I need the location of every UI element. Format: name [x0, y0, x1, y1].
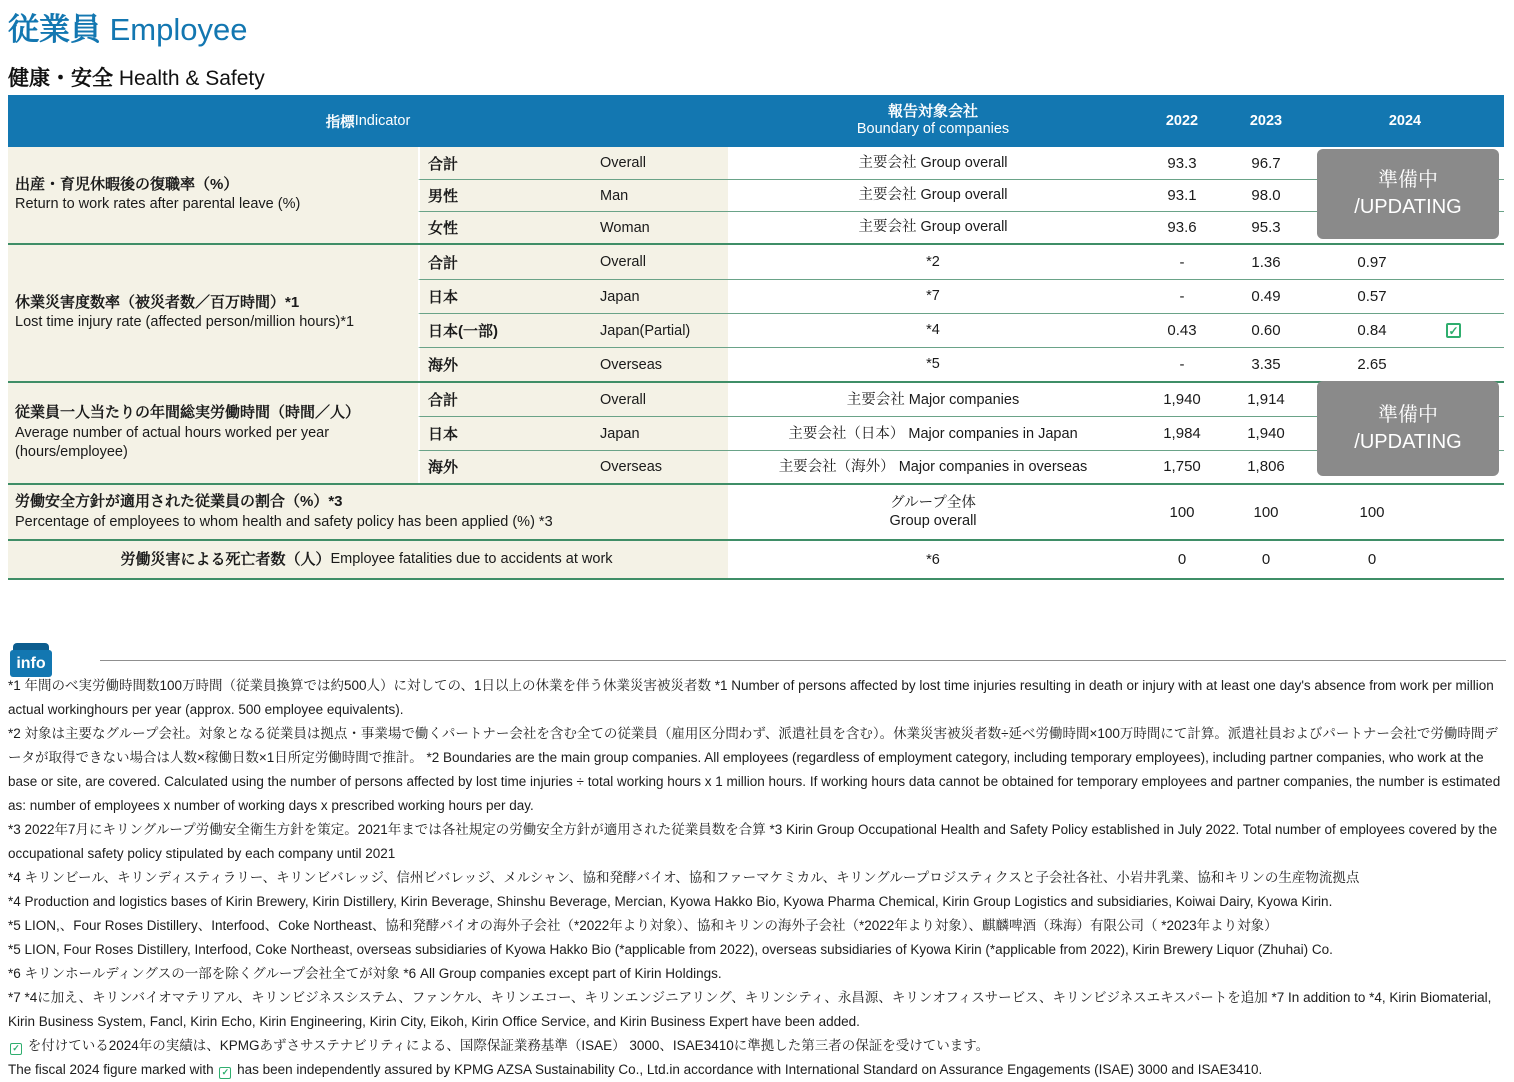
value-2023: 1.36 [1251, 253, 1281, 271]
value-2023: 1,914 [1247, 391, 1285, 409]
sub-label-en: Overall [600, 147, 728, 179]
sub-label-jp: 日本(一部) [418, 313, 600, 347]
footnote-assurance-jp: ✓ を付けている2024年の実績は、KPMGあずさサステナビリティによる、国際保証業務基準（ISAE） 3000、ISAE3410に準拠した第三者の保証を受けています。 [8, 1034, 1508, 1058]
info-icon-label: info [10, 650, 52, 677]
header-boundary-en: Boundary of companies [856, 121, 1010, 138]
value-2022: 1,984 [1138, 416, 1226, 449]
updating-label-en: /UPDATING [1354, 196, 1462, 218]
value-2024: 0.57 [1306, 279, 1438, 313]
header-indicator-en: Indicator [354, 113, 411, 129]
indicator-title-jp: 休業災害度数率（被災者数／百万時間）*1 [15, 294, 300, 312]
value-2023: 3.35 [1226, 347, 1306, 381]
value-2023: 0.49 [1226, 279, 1306, 313]
header-year-2023: 2023 [1249, 113, 1283, 129]
value-2023: 0.60 [1226, 313, 1306, 347]
sub-label-jp: 日本 [418, 416, 600, 449]
assurance-cell [1438, 313, 1504, 347]
boundary-cell: 主要会社（日本） Major companies in Japan [728, 416, 1138, 449]
indicator-title-jp: 労働災害による死亡者数（人） [120, 550, 331, 568]
boundary-cell: 主要会社 Group overall [728, 211, 1138, 243]
header-indicator [8, 95, 728, 147]
indicator-policy-coverage [8, 485, 728, 539]
footnote-2: *2 対象は主要なグループ会社。対象となる従業員は拠点・事業場で働くパートナー会社を含む全ての従業員（雇用区分問わず、派遣社員を含む）。休業災害被災者数÷延べ労働時間×100万時間にて計算。派遣社員およびパートナー会社で労働時間データが取得できない場合は人数×稼働日数×1日所定労働時間で推計。 *2 Boundaries are the main group companies. All employees (regardless of employment category, including temporary employees), including partner companies, who work at the base or site, are covered. Calculated using the number of persons affected by lost time injuries ÷ total working hours x 1 million hours. If working hours data cannot be obtained for temporary employees and partner companies, the number is estimated as: number of employees x number of working days x prescribed working hours per day. [8, 726, 1501, 813]
value-2024: 0 [1367, 551, 1377, 569]
value-2023: 1,806 [1226, 450, 1306, 483]
sub-label-en: Japan [600, 416, 728, 449]
assurance-cell [1438, 279, 1504, 313]
assurance-cell [1438, 541, 1504, 578]
indicator-hours-worked [8, 383, 418, 483]
sub-label-jp: 合計 [418, 383, 600, 416]
assurance-check-icon: ✓ [1446, 323, 1461, 338]
page-title-jp: 従業員 [8, 12, 101, 47]
table-header-row [8, 95, 1504, 147]
footnote-5-jp: *5 LION,、Four Roses Distillery、Interfood、Coke Northeast、協和発酵バイオの海外子会社（*2022年より対象）、協和キリンの海外子会社（*2022年より対象）、麒麟啤酒（珠海）有限公司（ *2023年より対象） [8, 918, 1278, 933]
sub-label-jp: 合計 [418, 245, 600, 279]
value-2022: 1,940 [1163, 391, 1201, 409]
boundary-cell: 主要会社（海外） Major companies in overseas [728, 450, 1138, 483]
boundary-cell: *5 [728, 347, 1138, 381]
page-title [8, 4, 247, 49]
header-indicator-jp: 指標 [325, 114, 355, 131]
sub-label-jp: 男性 [418, 179, 600, 211]
value-2023: 0 [1261, 551, 1271, 569]
value-2022: - [1138, 347, 1226, 381]
header-year-2024: 2024 [1388, 113, 1422, 129]
page-title-en: Employee [101, 12, 248, 47]
indicator-title-jp: 出産・育児休暇後の復職率（%） [15, 176, 239, 194]
boundary-cell: *2 [926, 253, 940, 270]
value-2022: 100 [1169, 503, 1195, 521]
indicator-fatalities [8, 541, 728, 578]
value-2022: - [1179, 253, 1185, 271]
boundary-cell: 主要会社 Group overall [728, 179, 1138, 211]
value-2022: 0.43 [1138, 313, 1226, 347]
block-lost-time-injury [8, 243, 1504, 381]
boundary-en: Group overall [889, 513, 977, 530]
footnote-4-en: *4 Production and logistics bases of Kirin Brewery, Kirin Distillery, Kirin Beverage, Shinshu Beverage, Mercian, Kyowa Hakko Bio, Kyowa Pharma Chemical, Kirin Group Logistics and subsidiaries, Koiwai Dairy, Kyowa Kirin. [8, 894, 1333, 909]
sub-label-jp: 合計 [418, 147, 600, 179]
footnote-7: *7 *4に加え、キリンバイオマテリアル、キリンビジネスシステム、ファンケル、キリンエコー、キリンエンジニアリング、キリンシティ、永昌源、キリンオフィスサービス、キリンビジネスエキスパートを追加 *7 In addition to *4, Kirin Biomaterial, Kirin Business System, Fancl, Kirin Echo, Kirin Engineering, Kirin City, Eikoh, Kirin Office Service, and Kirin Business Expert have been added. [8, 990, 1492, 1029]
section-title [8, 62, 265, 92]
value-2022: 93.6 [1138, 211, 1226, 243]
indicator-title-en: Lost time injury rate (affected person/million hours)*1 [15, 314, 355, 331]
assurance-cell [1438, 245, 1504, 279]
block-return-to-work [8, 147, 1504, 243]
boundary-cell: 主要会社 Group overall [858, 154, 1008, 171]
indicator-return-to-work [8, 147, 418, 243]
block-fatalities [8, 539, 1504, 578]
info-divider [100, 660, 1506, 661]
sub-label-en: Japan(Partial) [600, 313, 728, 347]
footnote-6: *6 キリンホールディングスの一部を除くグループ会社全てが対象 *6 All Group companies except part of Kirin Holdings. [8, 966, 722, 981]
boundary-jp: グループ全体 [890, 495, 976, 512]
indicator-title-jp: 労働安全方針が適用された従業員の割合（%）*3 [15, 493, 343, 511]
footnote-5-en: *5 LION, Four Roses Distillery, Interfood, Coke Northeast, overseas subsidiaries of Kyowa Hakko Bio (*applicable from 2022), overseas subsidiaries of Kyowa Kirin (*applicable from 2022), Kirin Brewery Liquor (Zhuhai) Co. [8, 942, 1333, 957]
sub-label-jp: 日本 [418, 279, 600, 313]
boundary-cell: *4 [728, 313, 1138, 347]
value-2022: - [1138, 279, 1226, 313]
indicator-title-en: Percentage of employees to whom health and safety policy has been applied (%) *3 [15, 513, 553, 530]
value-2022: 93.1 [1138, 179, 1226, 211]
value-2024: 2.65 [1306, 347, 1438, 381]
updating-badge-block1 [1317, 149, 1499, 239]
assurance-cell [1438, 485, 1504, 539]
sub-label-en: Overall [600, 383, 728, 416]
footnote-1: *1 年間のべ実労働時間数100万時間（従業員換算では約500人）に対しての、1日以上の休業を伴う休業災害被災者数 *1 Number of persons affected by lost time injuries resulting in death or injury with at least one day's absence from work per million actual workinghours per year (approx. 500 employee equivalents). [8, 678, 1494, 717]
value-2023: 98.0 [1226, 179, 1306, 211]
header-boundary [728, 95, 1138, 147]
sub-label-en: Man [600, 179, 728, 211]
footnotes [8, 674, 1508, 1082]
value-2022: 0 [1177, 551, 1187, 569]
indicator-title-jp: 従業員一人当たりの年間総実労働時間（時間／人） [15, 404, 361, 422]
sub-label-en: Woman [600, 211, 728, 243]
footnote-assurance-en: The fiscal 2024 figure marked with ✓ has been independently assured by KPMG AZSA Sustainability Co., Ltd.in accordance with International Standard on Assurance Engagements (ISAE) 3000 and ISAE3410. [8, 1062, 1263, 1077]
value-2023: 96.7 [1251, 154, 1281, 172]
sub-label-en: Overall [600, 245, 728, 279]
value-2022: 93.3 [1167, 154, 1197, 172]
value-2024: 100 [1359, 503, 1385, 521]
boundary-cell: *7 [728, 279, 1138, 313]
indicator-title-en: Average number of actual hours worked per year (hours/employee) [15, 424, 330, 461]
updating-badge-block3 [1317, 381, 1499, 476]
header-year-2022: 2022 [1165, 113, 1199, 129]
value-2024: 0.84 [1306, 313, 1438, 347]
value-2023: 95.3 [1226, 211, 1306, 243]
sub-label-jp: 海外 [418, 347, 600, 381]
sub-label-en: Japan [600, 279, 728, 313]
value-2023: 100 [1253, 503, 1279, 521]
boundary-cell: *6 [926, 551, 940, 568]
value-2022: 1,750 [1138, 450, 1226, 483]
indicator-title-en: Employee fatalities due to accidents at work [330, 550, 613, 567]
section-title-jp: 健康・安全 [8, 67, 113, 90]
boundary-cell: 主要会社 Major companies [846, 391, 1020, 408]
updating-label-jp: 準備中 [1378, 403, 1438, 426]
sub-label-jp: 海外 [418, 450, 600, 483]
sub-label-en: Overseas [600, 450, 728, 483]
indicator-lost-time-injury [8, 245, 418, 381]
header-boundary-jp: 報告対象会社 [887, 103, 978, 121]
sub-label-en: Overseas [600, 347, 728, 381]
health-safety-table [8, 95, 1504, 580]
value-2024: 0.97 [1357, 253, 1387, 271]
block-hours-worked [8, 381, 1504, 483]
updating-label-jp: 準備中 [1378, 169, 1438, 191]
footnote-4-jp: *4 キリンビール、キリンディスティラリー、キリンビバレッジ、信州ビバレッジ、メルシャン、協和発酵バイオ、協和ファーマケミカル、キリングループロジスティクスと子会社各社、小岩井乳業、協和キリンの生産物流拠点 [8, 870, 1360, 885]
boundary-cell [728, 485, 1138, 539]
assurance-check-icon: ✓ [219, 1067, 231, 1079]
indicator-title-en: Return to work rates after parental leave (%) [15, 196, 301, 213]
assurance-cell [1438, 347, 1504, 381]
section-title-en: Health & Safety [113, 67, 265, 90]
footnote-3: *3 2022年7月にキリングループ労働安全衛生方針を策定。2021年までは各社規定の労働安全方針が適用された従業員数を合算 *3 Kirin Group Occupational Health and Safety Policy established in July 2022. Total number of employees covered by the occupational safety policy stipulated by each company until 2021 [8, 822, 1498, 861]
value-2023: 1,940 [1226, 416, 1306, 449]
sub-label-jp: 女性 [418, 211, 600, 243]
assurance-check-icon: ✓ [10, 1043, 22, 1055]
block-policy-coverage [8, 483, 1504, 539]
updating-label-en: /UPDATING [1354, 430, 1462, 453]
